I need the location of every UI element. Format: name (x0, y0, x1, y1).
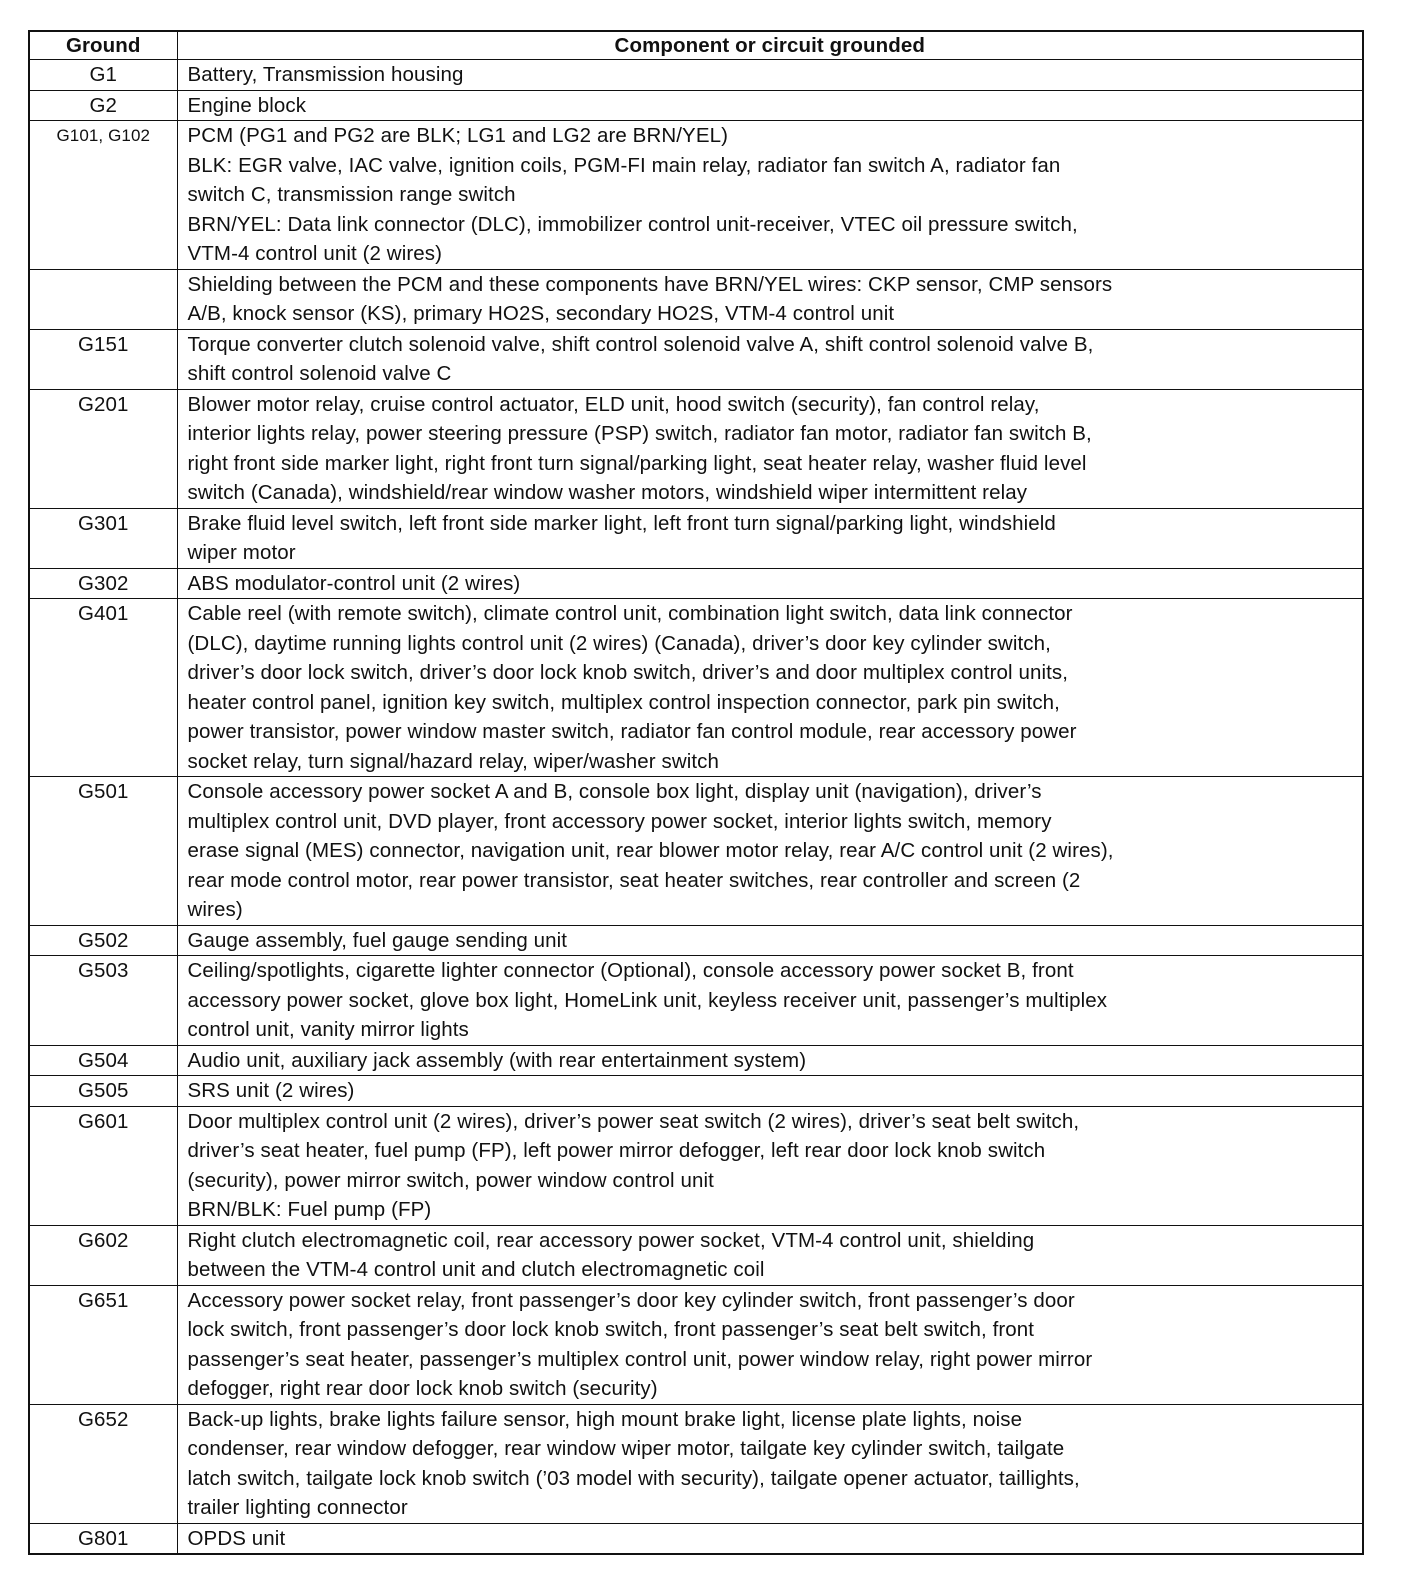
table-row (29, 599, 1363, 777)
component-line: interior lights relay, power steering pressure (PSP) switch, radiator fan motor, radiator fan switch B, (187, 422, 1092, 445)
component-line: right front side marker light, right front turn signal/parking light, seat heater relay, washer fluid level (187, 451, 1087, 475)
component-line: OPDS unit (187, 1526, 286, 1550)
table-row (29, 1045, 1363, 1076)
component-line: Audio unit, auxiliary jack assembly (with rear entertainment system) (187, 1048, 807, 1072)
ground-id-cell: G602 (29, 1225, 177, 1285)
component-cell (177, 925, 1363, 956)
table-row (29, 1225, 1363, 1285)
table-row (29, 269, 1363, 329)
table-row (29, 1106, 1363, 1225)
component-line: wiper motor (187, 541, 296, 564)
table-row (29, 508, 1363, 568)
component-cell (177, 329, 1363, 389)
component-line: control unit, vanity mirror lights (187, 1018, 469, 1041)
header-ground: Ground (29, 31, 177, 60)
ground-id-cell: G801 (29, 1523, 177, 1554)
component-line: Battery, Transmission housing (187, 63, 464, 86)
component-line: Back-up lights, brake lights failure sensor, high mount brake light, license plate lights, noise (187, 1407, 1023, 1431)
component-line: socket relay, turn signal/hazard relay, wiper/washer switch (187, 749, 720, 773)
component-line: Blower motor relay, cruise control actuator, ELD unit, hood switch (security), fan control relay, (187, 392, 1040, 416)
table-row (29, 1076, 1363, 1107)
component-line: Cable reel (with remote switch), climate control unit, combination light switch, data link connector (187, 602, 1073, 625)
component-line: Console accessory power socket A and B, console box light, display unit (navigation), driver’s (187, 780, 1042, 803)
component-line: Engine block (187, 93, 307, 117)
ground-id-cell (29, 269, 177, 329)
component-line: driver’s door lock switch, driver’s door lock knob switch, driver’s and door multiplex control units, (187, 661, 1069, 684)
ground-id-cell: G501 (29, 777, 177, 926)
component-line: rear mode control motor, rear power transistor, seat heater switches, rear controller and screen (2 (187, 868, 1081, 892)
ground-id-cell: G401 (29, 599, 177, 777)
component-line: passenger’s seat heater, passenger’s multiplex control unit, power window relay, right power mirror (187, 1347, 1093, 1371)
ground-id-cell: G505 (29, 1076, 177, 1107)
component-line: BRN/YEL: Data link connector (DLC), immobilizer control unit-receiver, VTEC oil pressure switch, (187, 212, 1078, 236)
component-cell (177, 1106, 1363, 1225)
table-row (29, 60, 1363, 91)
table-row (29, 925, 1363, 956)
table-row (29, 389, 1363, 508)
ground-id-cell: G151 (29, 329, 177, 389)
component-line: Shielding between the PCM and these components have BRN/YEL wires: CKP sensor, CMP sensors (187, 272, 1113, 296)
table-row (29, 90, 1363, 121)
ground-id-cell: G601 (29, 1106, 177, 1225)
component-line: Right clutch electromagnetic coil, rear accessory power socket, VTM-4 control unit, shielding (187, 1228, 1035, 1252)
table-row (29, 1523, 1363, 1554)
component-line: trailer lighting connector (187, 1496, 408, 1519)
component-line: BRN/BLK: Fuel pump (FP) (187, 1198, 432, 1221)
component-line: latch switch, tailgate lock knob switch (’03 model with security), tailgate opener actuator, taillights, (187, 1466, 1080, 1490)
component-line: ABS modulator-control unit (2 wires) (187, 571, 521, 595)
component-line: multiplex control unit, DVD player, front accessory power socket, interior lights switch, memory (187, 809, 1052, 833)
component-cell (177, 90, 1363, 121)
table-row (29, 1285, 1363, 1404)
component-line: driver’s seat heater, fuel pump (FP), left power mirror defogger, left rear door lock knob switch (187, 1139, 1046, 1162)
component-cell (177, 1523, 1363, 1554)
component-line: defogger, right rear door lock knob switch (security) (187, 1377, 658, 1400)
ground-id-cell: G302 (29, 568, 177, 599)
ground-id-cell: G101, G102 (29, 121, 177, 270)
component-line: between the VTM-4 control unit and clutch electromagnetic coil (187, 1258, 765, 1281)
table-row (29, 121, 1363, 270)
component-cell (177, 1404, 1363, 1523)
ground-id-cell: G502 (29, 925, 177, 956)
component-cell (177, 60, 1363, 91)
component-line: condenser, rear window defogger, rear window wiper motor, tailgate key cylinder switch, tailgate (187, 1437, 1065, 1460)
component-line: A/B, knock sensor (KS), primary HO2S, secondary HO2S, VTM-4 control unit (187, 302, 895, 325)
ground-id-cell: G201 (29, 389, 177, 508)
ground-table (28, 30, 1364, 1555)
component-line: lock switch, front passenger’s door lock knob switch, front passenger’s seat belt switch, front (187, 1318, 1035, 1341)
component-line: BLK: EGR valve, IAC valve, ignition coils, PGM-FI main relay, radiator fan switch A, radiator fan (187, 153, 1061, 177)
component-line: Door multiplex control unit (2 wires), driver’s power seat switch (2 wires), driver’s seat belt switch, (187, 1109, 1080, 1133)
table-header-row (29, 31, 1363, 60)
component-line: shift control solenoid valve C (187, 362, 452, 385)
component-line: erase signal (MES) connector, navigation unit, rear blower motor relay, rear A/C control unit (2 wires), (187, 839, 1114, 862)
component-cell (177, 508, 1363, 568)
ground-id-cell: G2 (29, 90, 177, 121)
component-line: Gauge assembly, fuel gauge sending unit (187, 928, 568, 952)
table-row (29, 329, 1363, 389)
ground-id-cell: G1 (29, 60, 177, 91)
component-line: Torque converter clutch solenoid valve, shift control solenoid valve A, shift control solenoid valve B, (187, 332, 1094, 356)
component-line: SRS unit (2 wires) (187, 1079, 355, 1102)
component-line: Ceiling/spotlights, cigarette lighter connector (Optional), console accessory power socket B, front (187, 959, 1074, 982)
table-body (29, 60, 1363, 1555)
component-cell (177, 1225, 1363, 1285)
component-cell (177, 269, 1363, 329)
component-cell (177, 121, 1363, 270)
component-cell (177, 599, 1363, 777)
component-line: Brake fluid level switch, left front side marker light, left front turn signal/parking light, windshield (187, 511, 1056, 535)
ground-id-cell: G651 (29, 1285, 177, 1404)
component-line: wires) (187, 898, 243, 921)
component-cell (177, 1285, 1363, 1404)
component-line: (security), power mirror switch, power window control unit (187, 1168, 714, 1192)
table-row (29, 956, 1363, 1046)
ground-id-cell: G652 (29, 1404, 177, 1523)
component-cell (177, 389, 1363, 508)
component-cell (177, 568, 1363, 599)
component-line: accessory power socket, glove box light, HomeLink unit, keyless receiver unit, passenger’s multiplex (187, 988, 1108, 1012)
ground-id-cell: G503 (29, 956, 177, 1046)
table-row (29, 777, 1363, 926)
table-row (29, 568, 1363, 599)
ground-id-cell: G504 (29, 1045, 177, 1076)
component-line: PCM (PG1 and PG2 are BLK; LG1 and LG2 are BRN/YEL) (187, 124, 729, 147)
ground-table-sheet (28, 30, 1362, 1555)
table-row (29, 1404, 1363, 1523)
component-cell (177, 956, 1363, 1046)
component-cell (177, 777, 1363, 926)
component-cell (177, 1076, 1363, 1107)
component-line: (DLC), daytime running lights control unit (2 wires) (Canada), driver’s door key cylinder switch, (187, 631, 1051, 655)
component-line: switch (Canada), windshield/rear window washer motors, windshield wiper intermittent relay (187, 481, 1028, 504)
component-line: VTM-4 control unit (2 wires) (187, 242, 443, 265)
ground-id-cell: G301 (29, 508, 177, 568)
component-line: switch C, transmission range switch (187, 183, 516, 206)
component-line: Accessory power socket relay, front passenger’s door key cylinder switch, front passenger’s door (187, 1288, 1075, 1312)
header-component: Component or circuit grounded (177, 31, 1363, 60)
component-line: power transistor, power window master switch, radiator fan control module, rear accessory power (187, 720, 1077, 743)
component-cell (177, 1045, 1363, 1076)
component-line: heater control panel, ignition key switch, multiplex control inspection connector, park pin switch, (187, 690, 1060, 714)
